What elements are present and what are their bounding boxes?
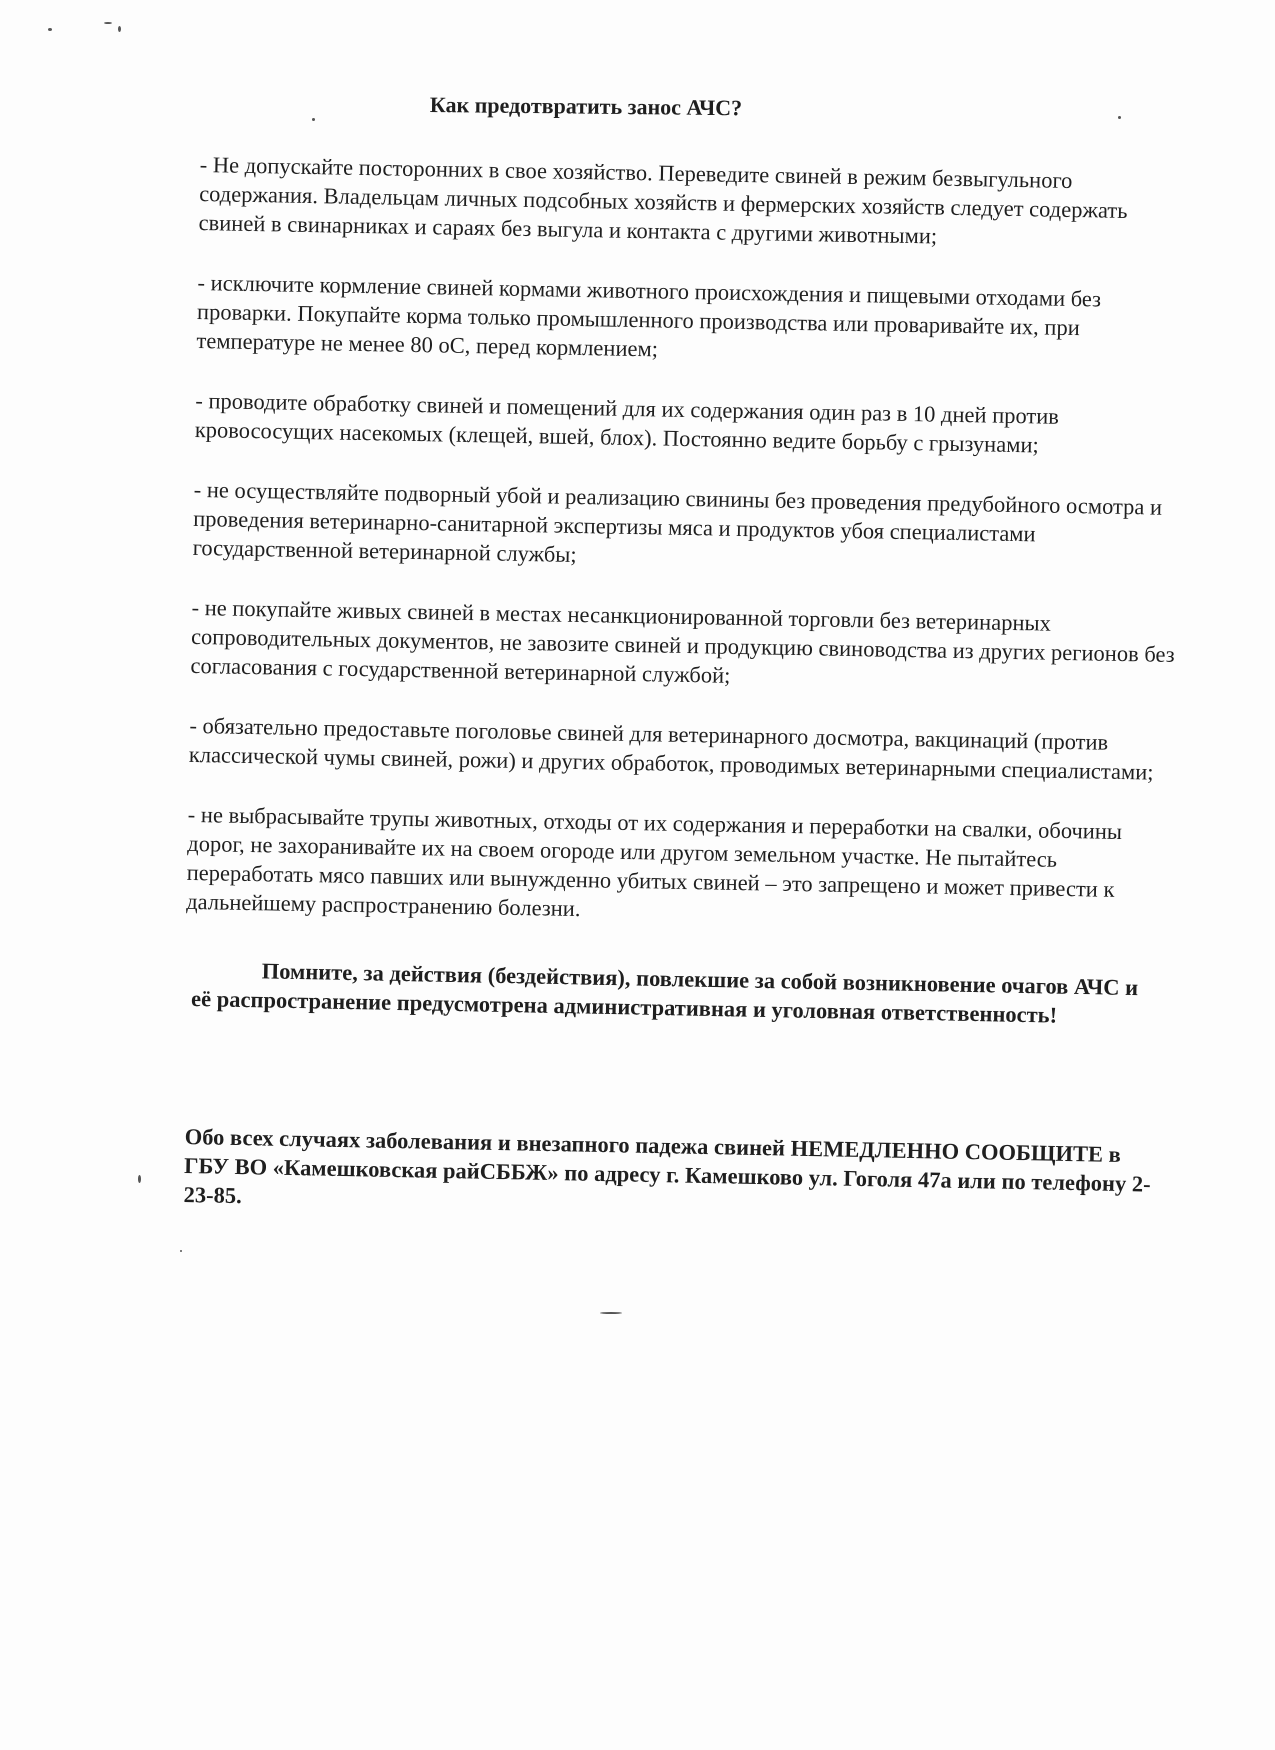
instructions-body [185, 150, 1189, 965]
scan-speck [1118, 116, 1121, 119]
scan-speck [104, 22, 112, 24]
contact-notice: Обо всех случаях заболевания и внезапного падежа свиней НЕМЕДЛЕННО СООБЩИТЕ в ГБУ ВО «Камешковская райСББЖ» по адресу г. Камешково ул. Гоголя 47а или по телефону 2-23-85. [183, 1123, 1151, 1209]
instruction-paragraph: - Не допускайте посторонних в свое хозяйство. Переведите свиней в режим безвыгульного содержания. Владельцам личных подсобных хозяйств и фермерских хозяйств следует содержать свиней в свинарниках и сараях без выгула и контакта с другими животными; [198, 151, 1128, 249]
scan-speck [48, 28, 52, 31]
page-title: Как предотвратить занос АЧС? [429, 92, 743, 121]
scan-speck [118, 26, 121, 32]
instruction-paragraph: - обязательно предоставьте поголовье свиней для ветеринарного досмотра, вакцинаций (против классической чумы свиней, рожи) и других обработок, проводимых ветеринарными специалистами; [188, 712, 1154, 785]
instruction-paragraph: - исключите кормление свиней кормами животного происхождения и пищевыми отходами без проварки. Покупайте корма только промышленного производства или проваривайте их, при температуре не менее 80 оС, перед кормлением; [196, 269, 1102, 362]
instruction-paragraph: - не покупайте живых свиней в местах несанкционированной торговли без ветеринарных сопроводительных документов, не завозите свиней и продукцию свиноводства из других регионов без согласования с государственной ветеринарной службой; [190, 594, 1175, 688]
scan-speck [312, 118, 315, 121]
scan-speck [138, 1175, 141, 1183]
instruction-paragraph: - не выбрасывайте трупы животных, отходы от их содержания и переработки на свалки, обочины дорог, не захоранивайте их на своем огороде или другом земельном участке. Не пытайтесь переработать мясо павших или вынужденно убитых свиней – это запрещено и может привести к дальнейшему распространению болезни. [185, 801, 1123, 922]
scan-speck [180, 1250, 182, 1252]
liability-notice: Помните, за действия (бездействия), повлекшие за собой возникновение очагов АЧС и её распространение предусмотрена административная и уголовная ответственность! [190, 958, 1139, 1028]
instruction-paragraph: - проводите обработку свиней и помещений для их содержания один раз в 10 дней против кровососущих насекомых (клещей, вшей, блох). Постоянно ведите борьбу с грызунами; [194, 387, 1060, 458]
scan-speck [600, 1312, 622, 1314]
instruction-paragraph: - не осуществляйте подворный убой и реализацию свинины без проведения предубойного осмотра и проведения ветеринарно-санитарной экспертизы мяса и продуктов убоя специалистами государственной ветеринарной службы; [192, 476, 1163, 567]
